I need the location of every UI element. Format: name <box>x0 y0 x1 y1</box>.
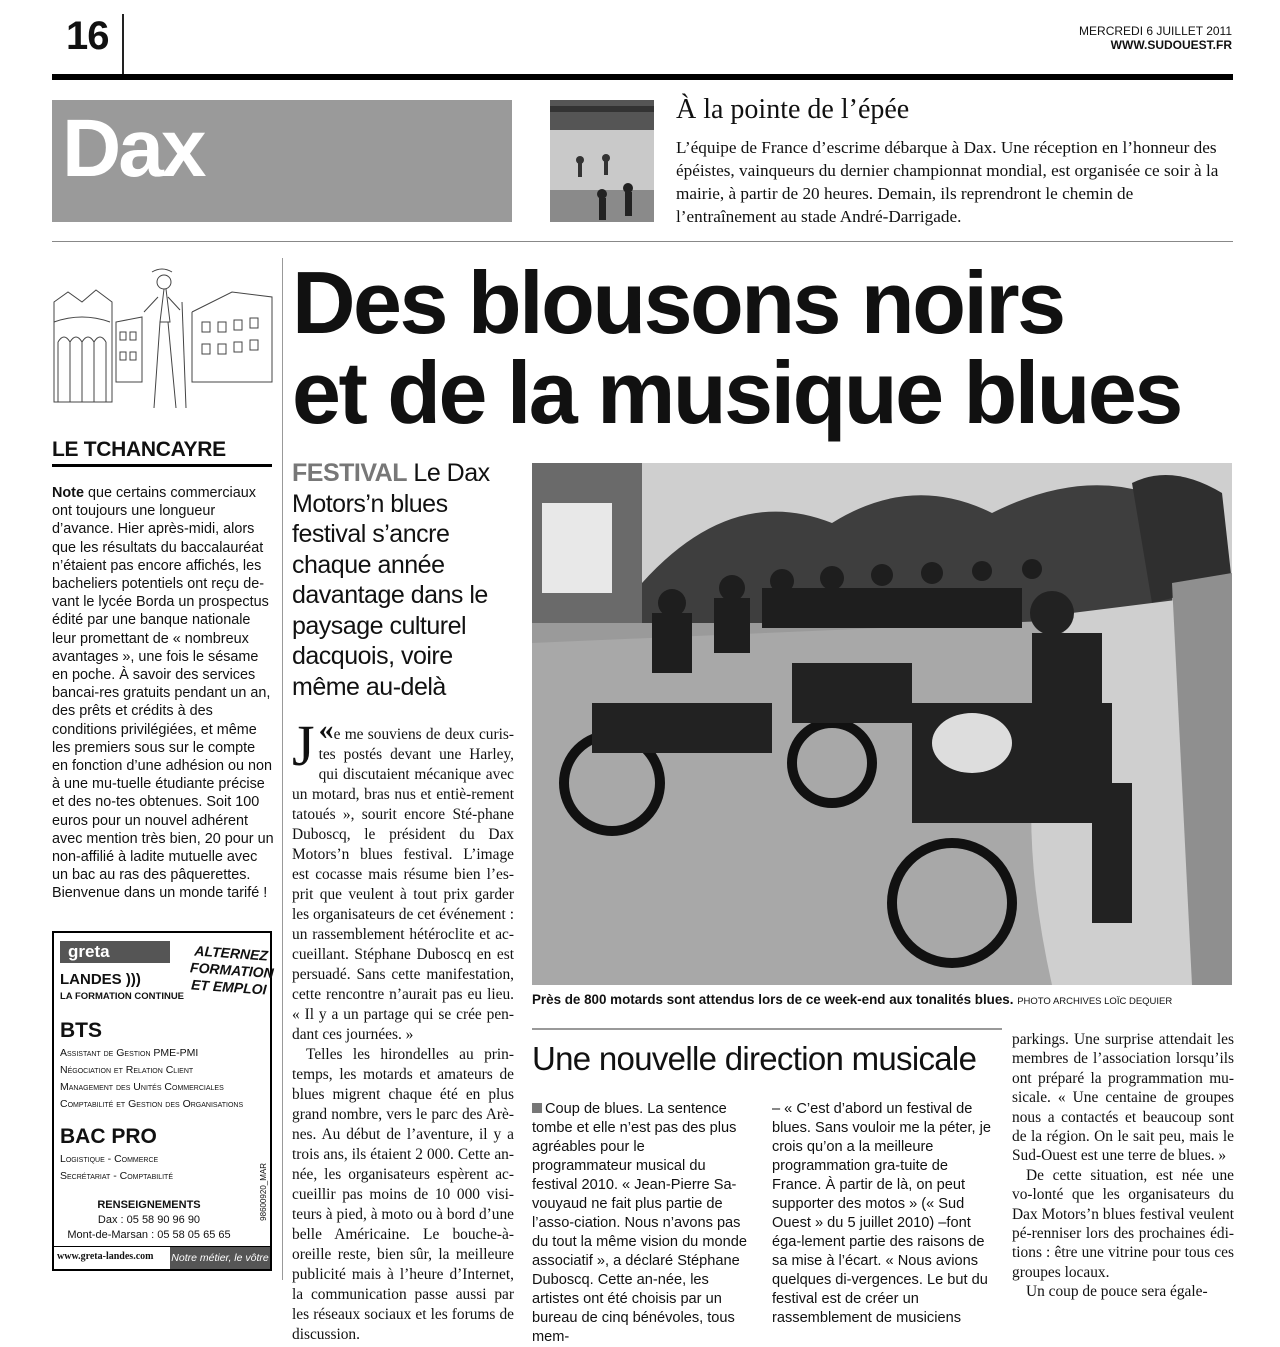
article-body-column-3: – « C’est d’abord un festival de blues. Sans vouloir me la péter, je crois qu’on a la meilleure programmation gra-tuite de France. À partir de là, on peut supporter des motos » (« Sud Ouest » du 5 juillet 2010) –font éga-lement partie des raisons de sa mise à l’écart. « Nous avions quelques di-vergences. Le but du festival est de créer un rassemblement de musiciens <box>772 1101 992 1326</box>
page-number: 16 <box>66 14 109 58</box>
ad-bts-list: Assistant de Gestion PME-PMI Négociation et Relation Client Management des Unités Commerciales Comptabilité et Gestion des Organisations <box>60 1047 244 1110</box>
column-text <box>52 484 274 903</box>
ad-slogan: ALTERNEZ FORMATION ET EMPLOI <box>189 942 275 998</box>
greta-tagline: LA FORMATION CONTINUE <box>60 991 185 1002</box>
article-body-column-2: Coup de blues. La sentence tombe et elle n’est pas des plus agréables pour le programmateur musical du festival 2010. « Jean-Pierre Sa-vouyaud ne fait plus partie de l’asso-ciation. Nous n’avons pas du tout la même vision du monde associatif », a déclaré Stéphane Duboscq. Cette an-née, les artistes ont été choisis par un bureau de cinq bénévoles, tous mem- <box>532 1101 747 1345</box>
greta-advertisement[interactable] <box>52 931 275 1271</box>
column-divider <box>282 258 283 1280</box>
ad-footer-slogan: Notre métier, le vôtre <box>170 1247 270 1269</box>
ad-phones: Dax : 05 58 90 96 90 Mont-de-Marsan : 05 58 05 65 65 <box>67 1214 231 1241</box>
header-rule <box>52 74 1233 80</box>
section-rule <box>52 241 1233 242</box>
ad-info-title: RENSEIGNEMENTS <box>97 1199 201 1211</box>
brief-title: À la pointe de l’épée <box>676 94 910 125</box>
article-body-column-4: parkings. Une surprise attendait les membres de l’association lorsqu’ils ont préparé la programmation mu-sicale. « Une centaine de groupes nous a contactés et beaucoup sont de la région. On le sait peu, mais le Sud-Ouest est une terre de blues. » De cette situation, est née une vo-lonté que les organisateurs du Dax Motors’n blues festival veulent pé-renniser lors des prochaines édi-tions : être une vitrine pour tous ces groupes locaux. Un coup de pouce sera égale- <box>1012 1031 1234 1301</box>
square-bullet-icon <box>532 1103 542 1113</box>
article-subheading: Une nouvelle direction musicale <box>532 1040 977 1077</box>
dropcap: J <box>292 713 315 778</box>
header-dateline <box>1079 24 1232 52</box>
stilt-walker-sketch <box>52 262 274 410</box>
website-link[interactable]: WWW.SUDOUEST.FR <box>1110 38 1232 52</box>
brief-text: L’équipe de France d’escrime débarque à Dax. Une réception en l’honneur des épéistes, vainqueurs du dernier championnat mondial, est organisée ce soir à la mairie, à partir de 20 heures. Demain, ils reprendront le chemin de l’entraînement au stade André-Darrigade. <box>676 138 1219 226</box>
ad-reference: 98600920_MAR <box>259 1163 268 1221</box>
article-body-column-1: « J e me souviens de deux curis-tes postés devant une Harley, qui discutaient mécanique avec un motard, bras nus et entiè-rement tatoués », sourit encore Sté-phane Duboscq, le président du Dax Motors’n blues festival. L’image est cocasse mais résume bien l’es-prit que veulent à tout prix garder les organisateurs de cet événement : un rassemblement hétéroclite et ac-cueillant. Stéphane Duboscq en est persuadé. Sans cette manifestation, cette rencontre n’aurait pas eu lieu. « Il y a un partage qui se crée pen-dant ces journées. » Telles les hirondelles au prin-temps, les motards et amateurs de blues migrent chaque été en plus grand nombre, vers le parc des Arè-nes. Au début de l’aventure, il y a trois ans, ils étaient 2 000. Cette an-née, les organisateurs espèrent ac-cueillir pas moins de 10 000 visi-teurs à pied, à moto ou à bord d’une belle Américaine. Le bouche-à-oreille reste, bien sûr, la meilleure publicité mais à l’heure d’Internet, la communication passe aussi par les réseaux sociaux et les forums de discussion. <box>292 713 514 1343</box>
fencing-photo <box>550 100 654 222</box>
bikers-photo-image <box>532 463 1232 985</box>
article-headline: Des blousons noirs et de la musique blues <box>292 253 1181 442</box>
issue-date: MERCREDI 6 JUILLET 2011 <box>1079 24 1232 38</box>
photo-credit: PHOTO ARCHIVES LOÏC DEQUIER <box>1017 996 1173 1007</box>
article-kicker: FESTIVAL <box>292 459 407 487</box>
ad-bacpro-title: BAC PRO <box>60 1125 157 1148</box>
greta-region: LANDES ))) <box>60 971 141 988</box>
column-lead: Note <box>52 485 84 501</box>
ad-bacpro-list: Logistique - Commerce Secrétariat - Comptabilité <box>60 1153 173 1182</box>
ad-url[interactable]: www.greta-landes.com <box>57 1251 154 1262</box>
section-title: Dax <box>62 103 204 194</box>
subhead-rule <box>532 1028 1002 1030</box>
tchancayre-illustration <box>52 262 274 410</box>
ad-bts-title: BTS <box>60 1019 102 1042</box>
fencing-photo-image <box>550 100 654 222</box>
column-body: que certains commerciaux ont toujours une longueur d’avance. Hier après-midi, alors que les résultats du baccalauréat n’étaient pas encore affichés, les bacheliers potentiels ont reçu de-vant le lycée Borda un prospectus édité par une banque nationale leur promettant de « nombreux avantages », une fois le sésame en poche. À savoir des services bancai-res gratuits pendant un an, des prêts et crédits à des conditions privilégiées, et même les premiers sous sur le compte en fonction d’une adhésion ou non à une mu-tuelle étudiante précise et des no-tes obtenues. Soit 100 euros pour un nouvel adhérent avec mention très bien, 20 pour un non-affilié à ladite mutuelle avec un bac au ras des pâquerettes. Bienvenue dans un monde tarifé ! <box>52 485 274 902</box>
page-number-divider <box>122 14 124 74</box>
bikers-photo <box>532 463 1232 985</box>
column-title: LE TCHANCAYRE <box>52 438 272 467</box>
ad-footer <box>54 1246 270 1269</box>
greta-logo: greta <box>60 941 170 963</box>
article-standfirst: FESTIVAL Le Dax Motors’n blues festival s’ancre chaque année davantage dans le paysage culturel dacquois, voire même au-delà <box>292 459 490 701</box>
photo-caption: Près de 800 motards sont attendus lors de ce week-end aux tonalités blues. PHOTO ARCHIVES LOÏC DEQUIER <box>532 992 1173 1007</box>
